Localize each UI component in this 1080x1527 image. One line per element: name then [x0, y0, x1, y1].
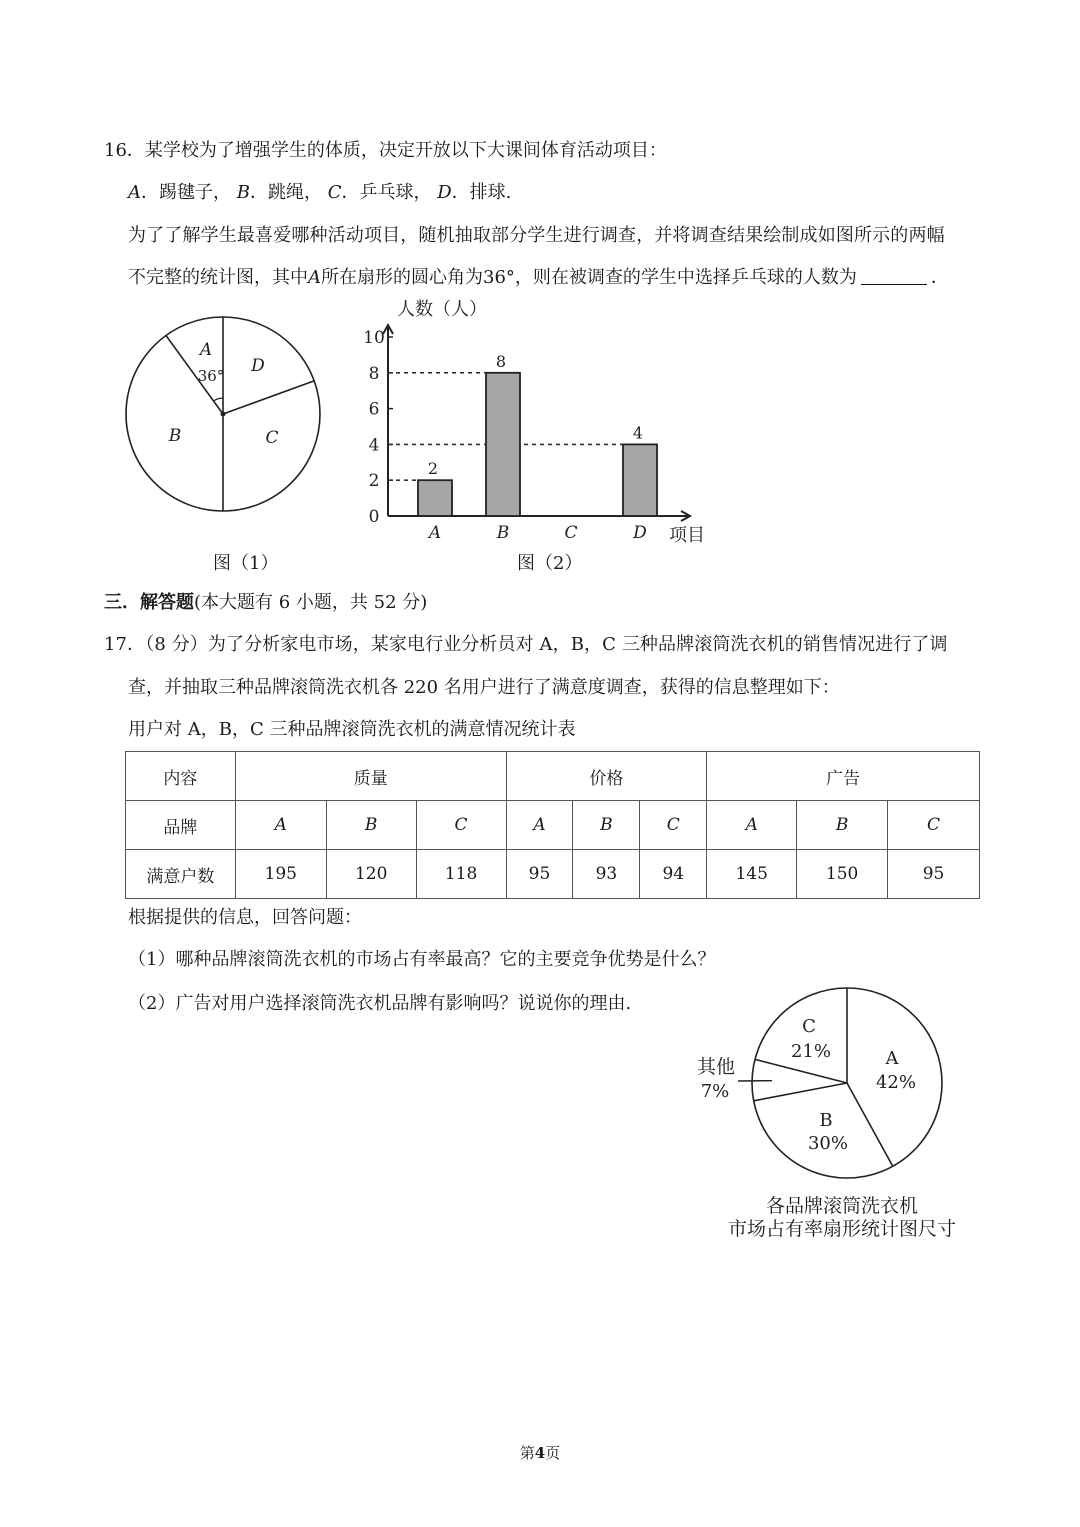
pie-center-dot — [221, 412, 226, 417]
fig2-caption: 图（2） — [517, 553, 583, 574]
q16-line1: 16．某学校为了增强学生的体质，决定开放以下大课间体育活动项目： — [104, 140, 667, 161]
table-row — [126, 801, 980, 850]
y-tick-label: 8 — [368, 363, 380, 384]
y-tick-label: 10 — [363, 328, 385, 348]
row-header-count: 满意户数 — [126, 850, 236, 899]
slice-label-a: A — [885, 1048, 899, 1069]
q17-line1: 17．（8 分）为了分析家电市场，某家电行业分析员对 A，B，C 三种品牌滚筒洗衣机的销售情况进行了调 — [104, 634, 948, 655]
slice-label-other: 其他 — [696, 1056, 736, 1078]
table-row — [126, 850, 980, 899]
count-cell: 145 — [707, 850, 797, 899]
page-number: 第4页 — [519, 1444, 561, 1462]
answer-blank[interactable] — [861, 266, 927, 285]
bar-chart-fig2 — [350, 295, 720, 555]
x-tick-label: A — [428, 523, 442, 543]
brand-cell: C — [416, 801, 506, 850]
y-tick-label: 4 — [368, 435, 380, 456]
y-tick-label: 2 — [368, 471, 380, 492]
option-d-letter: D — [437, 182, 452, 203]
x-tick-label: C — [564, 523, 578, 543]
y-axis-title: 人数（人） — [397, 299, 487, 320]
pie-radius-line — [223, 381, 314, 414]
bar — [486, 373, 520, 516]
angle-arc — [214, 398, 223, 401]
table-row — [126, 752, 980, 801]
group-quality: 质量 — [235, 752, 506, 801]
option-c-text: ．乒乓球， — [341, 182, 432, 203]
pie-slice-border — [755, 1059, 847, 1083]
pie-label-a-angle: 36° — [197, 367, 225, 385]
bar-data-label: 4 — [632, 423, 644, 443]
q16-line3: 为了了解学生最喜爱哪种活动项目，随机抽取部分学生进行调查，并将调查结果绘制成如图所示的两幅 — [128, 225, 945, 246]
brand-cell: A — [235, 801, 326, 850]
slice-value-other: 7% — [700, 1081, 730, 1102]
bar-data-label: 2 — [427, 459, 439, 479]
y-tick-label: 6 — [368, 399, 380, 420]
slice-value-b: 30% — [807, 1133, 849, 1154]
market-share-pie — [680, 980, 970, 1180]
count-cell: 120 — [326, 850, 416, 899]
brand-cell: C — [888, 801, 980, 850]
slice-value-c: 21% — [790, 1041, 832, 1062]
q17-sub1: （1）哪种品牌滚筒洗衣机的市场占有率最高？它的主要竞争优势是什么？ — [128, 949, 716, 970]
brand-cell: A — [506, 801, 573, 850]
pie-label-a: A — [199, 340, 213, 360]
fig1-caption: 图（1） — [213, 553, 279, 574]
table-title: 用户对 A，B，C 三种品牌滚筒洗衣机的满意情况统计表 — [128, 719, 576, 740]
q17-sub2: （2）广告对用户选择滚筒洗衣机品牌有影响吗？说说你的理由. — [128, 993, 632, 1014]
pie-label-d: D — [251, 356, 265, 376]
brand-cell: B — [797, 801, 888, 850]
group-ad: 广告 — [707, 752, 980, 801]
count-cell: 118 — [416, 850, 506, 899]
option-a-letter: A — [128, 182, 141, 203]
slice-label-b: B — [819, 1110, 833, 1131]
option-b-text: ．跳绳， — [249, 182, 322, 203]
q17-line2: 查，并抽取三种品牌滚筒洗衣机各 220 名用户进行了满意度调查，获得的信息整理如下： — [128, 677, 840, 698]
count-cell: 195 — [235, 850, 326, 899]
x-axis-title: 项目 — [669, 525, 705, 546]
option-c-letter: C — [327, 182, 342, 203]
bar — [418, 480, 452, 516]
q17-after-table: 根据提供的信息，回答问题： — [128, 907, 362, 928]
x-tick-label: B — [496, 523, 510, 543]
q16-line4: 不完整的统计图，其中A所在扇形的圆心角为36°，则在被调查的学生中选择乒乓球的人数为 ． — [128, 267, 949, 288]
pie-chart-fig1 — [120, 315, 330, 520]
x-tick-label: D — [633, 523, 647, 543]
option-d-text: ．排球. — [451, 182, 512, 203]
row-header-brand: 品牌 — [126, 801, 236, 850]
bar — [623, 444, 657, 516]
section3-heading: 三．解答题(本大题有 6 小题，共 52 分) — [104, 592, 428, 613]
pie-label-b: B — [168, 426, 182, 446]
pie-slice-border — [847, 1083, 893, 1166]
option-b-letter: B — [236, 182, 250, 203]
satisfaction-table — [125, 751, 980, 899]
slice-label-c: C — [802, 1016, 816, 1037]
pie-label-c: C — [265, 428, 279, 448]
y-tick-label: 0 — [368, 507, 380, 527]
bar-data-label: 8 — [495, 351, 507, 371]
row-header-content: 内容 — [126, 752, 236, 801]
q16-options — [128, 181, 511, 205]
count-cell: 150 — [797, 850, 888, 899]
option-a-text: ．踢毽子， — [141, 182, 231, 203]
pie-slice-border — [754, 1083, 847, 1101]
brand-cell: B — [326, 801, 416, 850]
brand-cell: B — [573, 801, 640, 850]
brand-cell: C — [640, 801, 707, 850]
count-cell: 94 — [640, 850, 707, 899]
count-cell: 93 — [573, 850, 640, 899]
brand-cell: A — [707, 801, 797, 850]
count-cell: 95 — [506, 850, 573, 899]
count-cell: 95 — [888, 850, 980, 899]
pie-caption-line1: 各品牌滚筒洗衣机 — [766, 1195, 919, 1217]
slice-value-a: 42% — [875, 1072, 917, 1093]
group-price: 价格 — [506, 752, 707, 801]
pie-caption-line2: 市场占有率扇形统计图尺寸 — [728, 1218, 957, 1240]
